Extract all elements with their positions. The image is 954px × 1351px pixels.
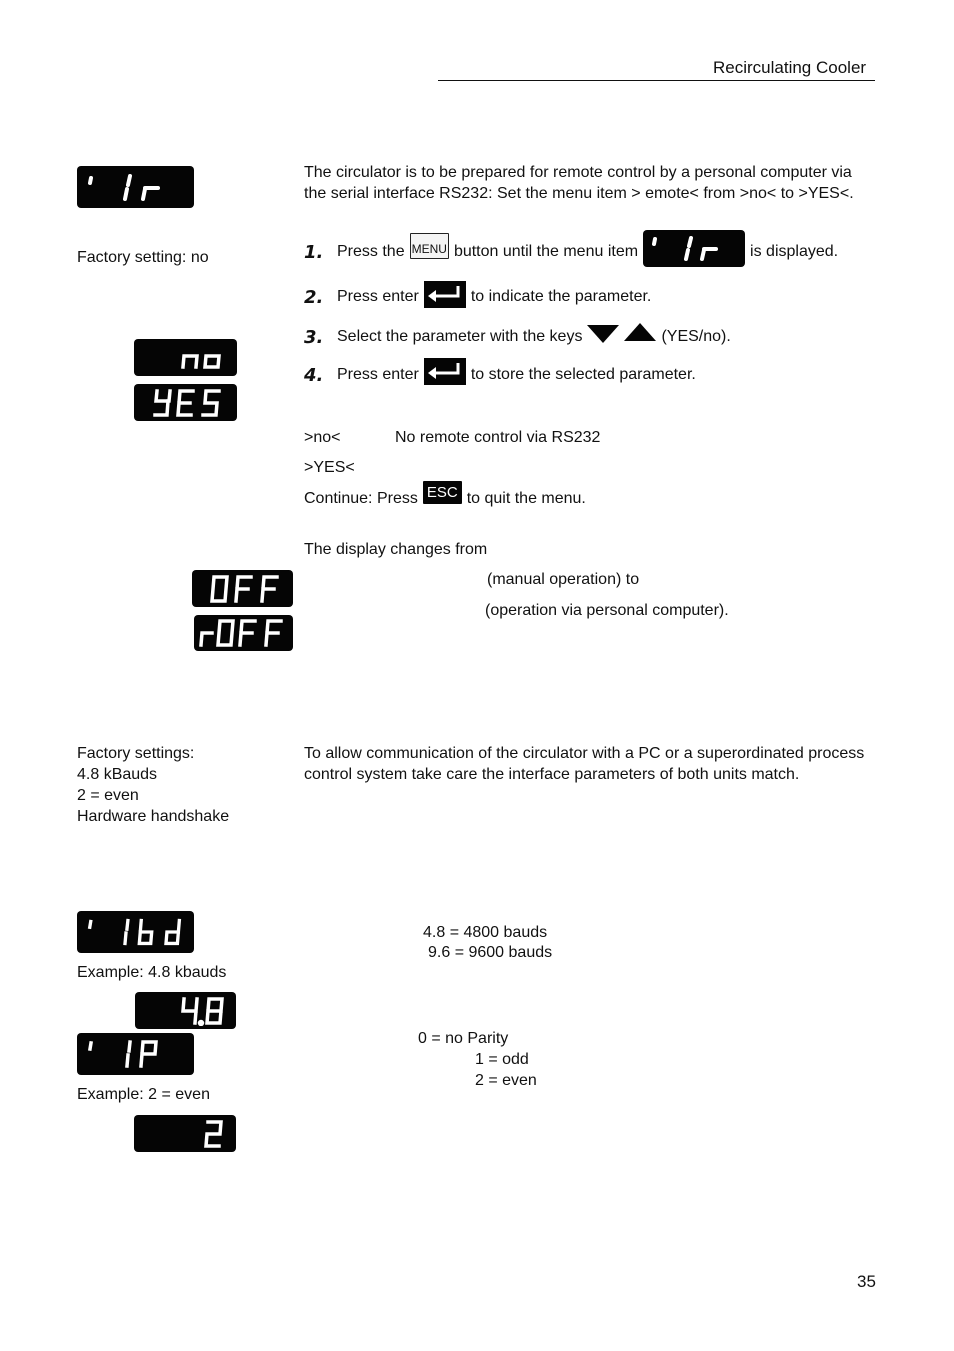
lcd-roff	[194, 615, 293, 651]
option-no-desc: No remote control via RS232	[395, 429, 601, 446]
lcd-baud-code	[77, 911, 194, 953]
menu-key-icon: MENU	[410, 233, 449, 259]
lcd-inline-glyphs	[649, 234, 739, 262]
step-4-number: 4.	[304, 364, 324, 386]
baud-option-4800: 4.8 = 4800 bauds	[423, 924, 548, 941]
factory-settings-line: 4.8 kBauds	[77, 766, 158, 783]
continue-line	[304, 479, 591, 511]
parity-example: Example: 2 = even	[77, 1086, 210, 1103]
lcd-baud-code-glyphs	[85, 916, 186, 948]
step-4-before: Press enter	[337, 366, 419, 383]
lcd-baud-value-glyphs	[180, 996, 228, 1026]
baud-example: Example: 4.8 kbauds	[77, 964, 227, 981]
enter-key-icon	[424, 281, 466, 308]
enter-key-icon	[424, 358, 466, 385]
step-1-after: is displayed.	[750, 243, 839, 260]
arrow-down-key-icon	[587, 323, 619, 343]
step-2-number: 2.	[304, 286, 324, 308]
remote-intro: The circulator is to be prepared for remote control by a personal computer via the serial interface RS232: Set the menu item > emote< from >no< to >YES<.	[304, 164, 854, 202]
lcd-yes-glyphs	[153, 388, 229, 418]
lcd-yes	[134, 384, 237, 421]
step-1-number: 1.	[304, 241, 324, 263]
lcd-remote-code	[77, 166, 194, 208]
factory-settings-line: Factory settings:	[77, 745, 195, 762]
step-2	[304, 282, 656, 312]
page-number: 35	[857, 1272, 876, 1291]
step-3-before: Select the parameter with the keys	[337, 328, 583, 345]
parity-option-0: 0 = no Parity	[418, 1030, 509, 1047]
interface-intro: To allow communication of the circulator with a PC or a superordinated process control system take care the interface parameters of both units match.	[304, 745, 865, 783]
continue-after: to quit the menu.	[466, 490, 586, 507]
baud-option-9600: 9.6 = 9600 bauds	[428, 944, 553, 961]
step-1-middle: button until the menu item	[453, 243, 639, 260]
lcd-baud-value	[135, 992, 236, 1029]
continue-before: Continue: Press	[304, 490, 418, 507]
option-no-key: >no<	[304, 429, 341, 446]
display-changes-text: The display changes from	[304, 541, 488, 558]
step-1	[304, 233, 843, 271]
parity-option-1: 1 = odd	[475, 1051, 529, 1068]
lcd-remote-code-inline	[643, 230, 745, 267]
manual-operation-text: (manual operation) to	[487, 571, 640, 588]
pc-operation-text: (operation via personal computer).	[485, 602, 729, 619]
parity-option-2: 2 = even	[475, 1072, 537, 1089]
lcd-parity-value-glyphs	[204, 1119, 228, 1149]
header-title: Recirculating Cooler	[713, 58, 867, 77]
arrow-up-key-icon	[624, 323, 656, 343]
lcd-off-glyphs	[209, 574, 285, 604]
lcd-roff-glyphs	[198, 618, 289, 648]
lcd-no-glyphs	[179, 347, 229, 369]
option-yes-key: >YES<	[304, 459, 355, 476]
lcd-no	[134, 339, 237, 376]
header-divider	[438, 80, 875, 81]
lcd-parity-value	[134, 1115, 236, 1152]
factory-settings-line: 2 = even	[77, 787, 139, 804]
step-2-after: to indicate the parameter.	[470, 288, 652, 305]
factory-setting-remote: Factory setting: no	[77, 249, 209, 266]
step-2-before: Press enter	[337, 288, 419, 305]
lcd-parity-code-glyphs	[85, 1038, 175, 1070]
lcd-remote-code-glyphs	[85, 172, 185, 202]
step-1-before: Press the	[337, 243, 405, 260]
factory-settings-interface	[77, 743, 297, 827]
step-4	[304, 358, 701, 392]
lcd-parity-code	[77, 1033, 194, 1075]
step-4-after: to store the selected parameter.	[470, 366, 696, 383]
lcd-off	[192, 570, 293, 607]
factory-settings-line: Hardware handshake	[77, 808, 230, 825]
step-3-after: (YES/no).	[661, 328, 731, 345]
step-3-number: 3.	[304, 326, 324, 348]
esc-key-icon: ESC	[423, 481, 462, 504]
step-3	[304, 322, 736, 352]
